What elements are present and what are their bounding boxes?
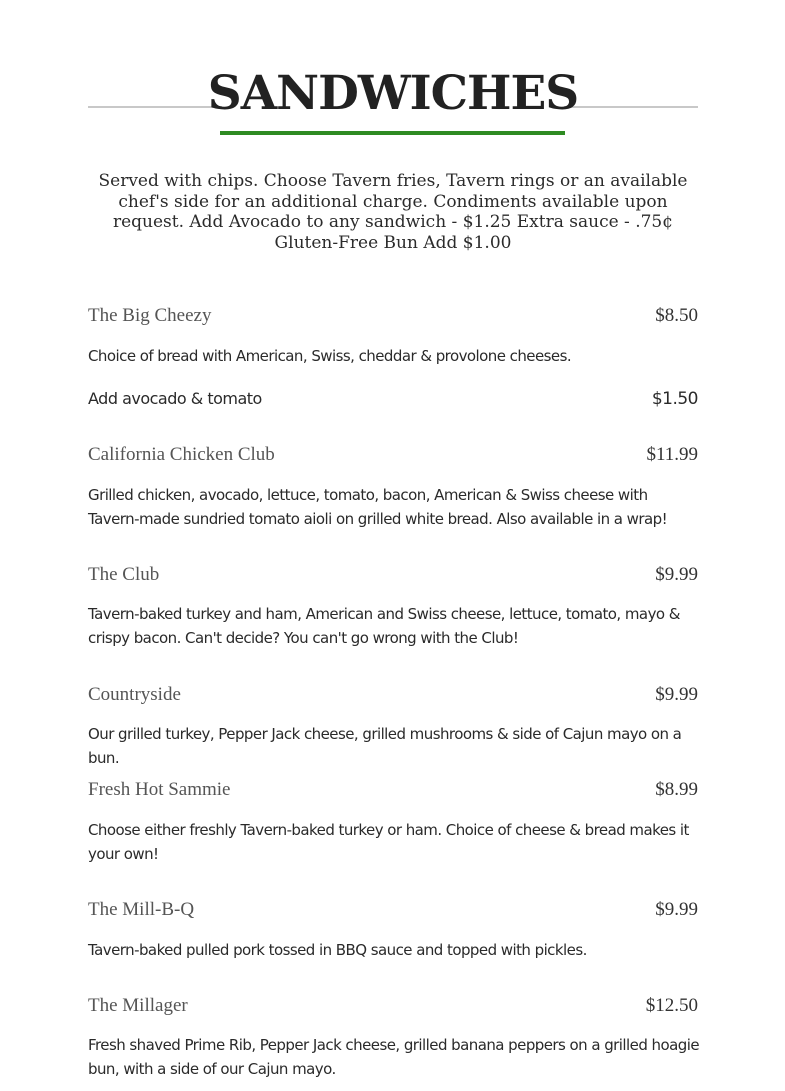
item-description: Tavern-baked pulled pork tossed in BBQ sauce and topped with pickles. bbox=[88, 941, 587, 959]
section-title: SANDWICHES bbox=[207, 66, 579, 121]
item-name: The Club bbox=[88, 564, 160, 585]
menu-item bbox=[88, 443, 698, 528]
item-name: The Mill-B-Q bbox=[88, 899, 195, 920]
menu-item bbox=[88, 304, 698, 409]
menu-item bbox=[88, 898, 698, 959]
addon-price: $1.50 bbox=[651, 389, 698, 409]
item-price: $12.50 bbox=[645, 995, 698, 1016]
item-description: Tavern-baked turkey and ham, American and Swiss cheese, lettuce, tomato, mayo & crispy bacon. Can't decide? You can't go wrong with the Club! bbox=[88, 605, 680, 647]
addon-label: Add avocado & tomato bbox=[88, 389, 262, 408]
menu-item bbox=[88, 994, 700, 1078]
item-name: California Chicken Club bbox=[88, 444, 275, 465]
item-price: $8.99 bbox=[655, 779, 698, 800]
item-addon bbox=[88, 387, 698, 411]
item-description: Grilled chicken, avocado, lettuce, tomato, bacon, American & Swiss cheese with Tavern-made sundried tomato aioli on grilled white bread. Also available in a wrap! bbox=[88, 486, 668, 528]
section-intro: Served with chips. Choose Tavern fries, Tavern rings or an available chef's side for an additional charge. Condiments available upon request. Add Avocado to any sandwich - $1.25 Extra sauce - .75¢ Gluten-Free Bun Add $1.00 bbox=[98, 171, 688, 253]
menu-item bbox=[88, 683, 698, 767]
item-price: $11.99 bbox=[646, 444, 698, 465]
item-description: Our grilled turkey, Pepper Jack cheese, grilled mushrooms & side of Cajun mayo on a bun. bbox=[88, 725, 682, 767]
item-description: Choose either freshly Tavern-baked turkey or ham. Choice of cheese & bread makes it your own! bbox=[88, 821, 689, 863]
item-name: The Millager bbox=[88, 995, 188, 1016]
item-name: Fresh Hot Sammie bbox=[88, 779, 231, 800]
menu-header bbox=[88, 66, 698, 138]
item-name: The Big Cheezy bbox=[88, 305, 212, 326]
menu-item bbox=[88, 563, 698, 647]
menu-item bbox=[88, 778, 698, 863]
item-name: Countryside bbox=[88, 684, 181, 705]
item-price: $8.50 bbox=[655, 305, 698, 326]
title-underline bbox=[220, 131, 565, 135]
item-price: $9.99 bbox=[655, 564, 698, 585]
item-price: $9.99 bbox=[655, 684, 698, 705]
item-description: Fresh shaved Prime Rib, Pepper Jack cheese, grilled banana peppers on a grilled hoagie bun, with a side of our Cajun mayo. bbox=[88, 1036, 700, 1078]
item-price: $9.99 bbox=[655, 899, 698, 920]
item-description: Choice of bread with American, Swiss, cheddar & provolone cheeses. bbox=[88, 347, 572, 365]
